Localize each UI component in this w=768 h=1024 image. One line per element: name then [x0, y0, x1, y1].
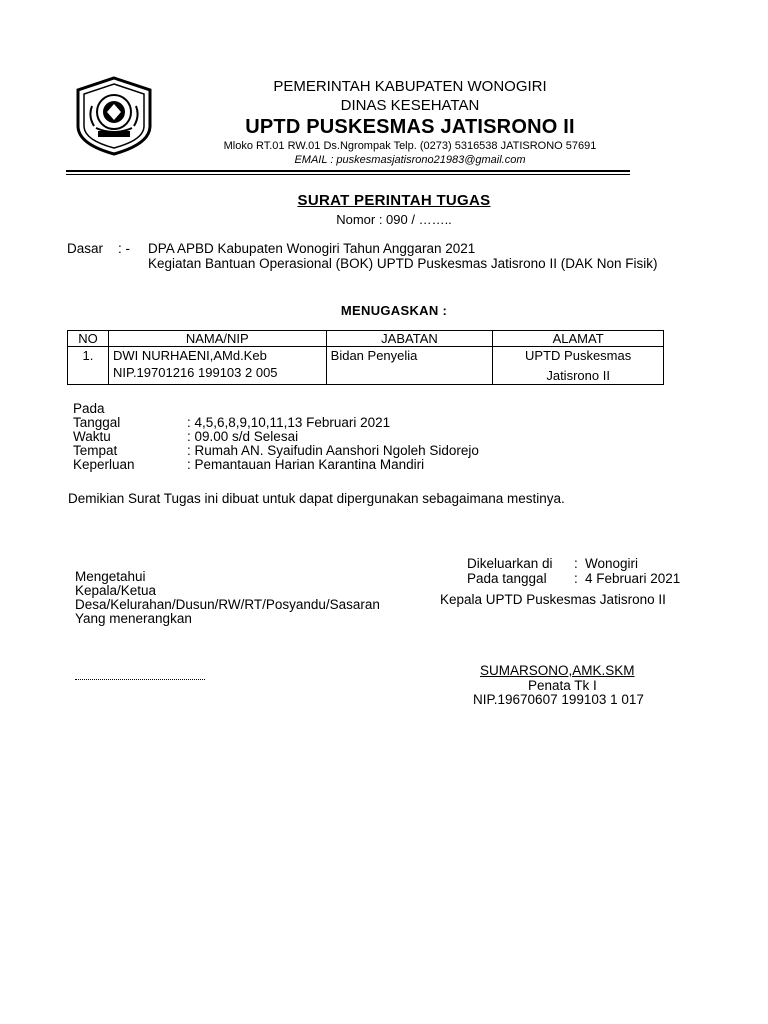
- table-row-continued: [68, 364, 664, 385]
- header-nama-nip: NAMA/NIP: [108, 331, 326, 347]
- issued-place-sep: :: [574, 556, 578, 571]
- detail-value-tanggal: : 4,5,6,8,9,10,11,13 Februari 2021: [187, 415, 391, 430]
- pada-label: Pada: [73, 401, 105, 416]
- issued-date-sep: :: [574, 571, 578, 586]
- letterhead-rule-thick: [66, 170, 630, 172]
- issued-date-label: Pada tanggal: [467, 571, 547, 586]
- cell-alamat-1: UPTD Puskesmas: [493, 347, 664, 365]
- header-no: NO: [68, 331, 109, 347]
- dasar-separator: : -: [118, 241, 130, 256]
- menugaskan-heading: MENUGASKAN :: [340, 303, 448, 318]
- document-number: Nomor : 090 / ……..: [336, 212, 452, 227]
- left-sign-line-1: Mengetahui: [75, 569, 146, 584]
- detail-label-tempat: Tempat: [73, 443, 118, 458]
- letterhead-rule-thin: [66, 174, 630, 175]
- dasar-label: Dasar: [67, 241, 104, 256]
- issued-date-value: 4 Februari 2021: [585, 571, 681, 586]
- detail-value-keperluan: : Pemantauan Harian Karantina Mandiri: [187, 457, 425, 472]
- left-sign-line-4: Yang menerangkan: [75, 611, 192, 626]
- cell-jabatan: Bidan Penyelia: [326, 347, 493, 365]
- cell-nip: NIP.19701216 199103 2 005: [108, 364, 326, 385]
- letterhead-address: Mloko RT.01 RW.01 Ds.Ngrompak Telp. (0273) 5316538 JATISRONO 57691: [223, 140, 597, 152]
- issued-place-value: Wonogiri: [585, 556, 639, 571]
- cell-empty: [326, 364, 493, 385]
- signer-rank: Penata Tk I: [528, 678, 597, 693]
- dasar-line-2: Kegiatan Bantuan Operasional (BOK) UPTD Puskesmas Jatisrono II (DAK Non Fisik): [148, 256, 658, 271]
- detail-label-keperluan: Keperluan: [73, 457, 135, 472]
- header-alamat: ALAMAT: [493, 331, 664, 347]
- detail-label-waktu: Waktu: [73, 429, 111, 444]
- cell-empty: [68, 364, 109, 385]
- letterhead-department: DINAS KESEHATAN: [340, 97, 480, 114]
- left-sign-line-2: Kepala/Ketua: [75, 583, 157, 598]
- letterhead-email: EMAIL : puskesmasjatisrono21983@gmail.com: [294, 154, 526, 166]
- document-title: SURAT PERINTAH TUGAS: [297, 192, 491, 209]
- cell-no: 1.: [68, 347, 109, 365]
- signer-name: SUMARSONO,AMK.SKM: [480, 663, 635, 678]
- table-row: [68, 347, 664, 365]
- issued-place-label: Dikeluarkan di: [467, 556, 553, 571]
- closing-statement: Demikian Surat Tugas ini dibuat untuk dapat dipergunakan sebagaimana mestinya.: [68, 491, 565, 506]
- left-sign-line-3: Desa/Kelurahan/Dusun/RW/RT/Posyandu/Sasaran: [75, 597, 380, 612]
- detail-value-waktu: : 09.00 s/d Selesai: [187, 429, 299, 444]
- government-seal-logo: [74, 76, 154, 156]
- detail-value-tempat: : Rumah AN. Syaifudin Aanshori Ngoleh Sidorejo: [187, 443, 479, 458]
- header-jabatan: JABATAN: [326, 331, 493, 347]
- letterhead-government: PEMERINTAH KABUPATEN WONOGIRI: [273, 78, 547, 95]
- cell-name: DWI NURHAENI,AMd.Keb: [108, 347, 326, 365]
- assignment-table: [67, 330, 664, 385]
- left-signature-dotted-line: [75, 679, 205, 680]
- dasar-line-1: DPA APBD Kabupaten Wonogiri Tahun Anggaran 2021: [148, 241, 476, 256]
- cell-alamat-2: Jatisrono II: [493, 364, 664, 385]
- letterhead-title: UPTD PUSKESMAS JATISRONO II: [245, 116, 575, 138]
- signer-nip: NIP.19670607 199103 1 017: [473, 692, 644, 707]
- issued-position: Kepala UPTD Puskesmas Jatisrono II: [440, 592, 666, 607]
- detail-label-tanggal: Tanggal: [73, 415, 121, 430]
- table-header-row: [68, 331, 664, 347]
